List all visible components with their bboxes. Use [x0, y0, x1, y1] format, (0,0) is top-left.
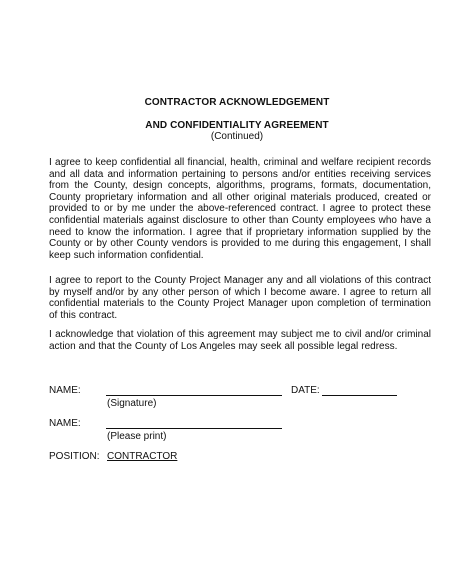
printed-name-field[interactable] — [106, 417, 282, 429]
paragraph-acknowledgement: I acknowledge that violation of this agreement may subject me to civil and/or criminal action and that the County of Los Angeles may seek all possible legal redress. — [49, 329, 431, 352]
paragraph-reporting: I agree to report to the County Project Manager any and all violations of this contract by myself and/or by any other person of which I become aware. I agree to return all confidential materials to the County Project Manager upon completion of termination of this contract. — [49, 275, 431, 321]
document-title-line-2: AND CONFIDENTIALITY AGREEMENT — [145, 120, 329, 131]
signature-field[interactable] — [106, 384, 282, 396]
signature-caption: (Signature) — [107, 398, 157, 409]
position-value: CONTRACTOR — [107, 451, 178, 462]
please-print-caption: (Please print) — [107, 431, 167, 442]
document-subtitle: (Continued) — [210, 131, 264, 142]
name-label: NAME: — [49, 385, 81, 396]
position-label: POSITION: — [49, 451, 100, 462]
document-title-line-1: CONTRACTOR ACKNOWLEDGEMENT — [144, 97, 330, 108]
date-field[interactable] — [322, 384, 397, 396]
printed-name-label: NAME: — [49, 418, 81, 429]
date-label: DATE: — [291, 385, 320, 396]
paragraph-confidentiality: I agree to keep confidential all financial, health, criminal and welfare recipient records and all data and information pertaining to persons and/or entities receiving services from the County, design concepts, algorithms, programs, formats, documentation, County proprietary information and all other original materials produced, created or provided to or by me under the above-referenced contract. I agree to protect these confidential materials against disclosure to other than County employees who have a need to know the information. I agree that if proprietary information supplied by the County or by other County vendors is provided to me during this engagement, I shall keep such information confidential. — [49, 157, 431, 261]
